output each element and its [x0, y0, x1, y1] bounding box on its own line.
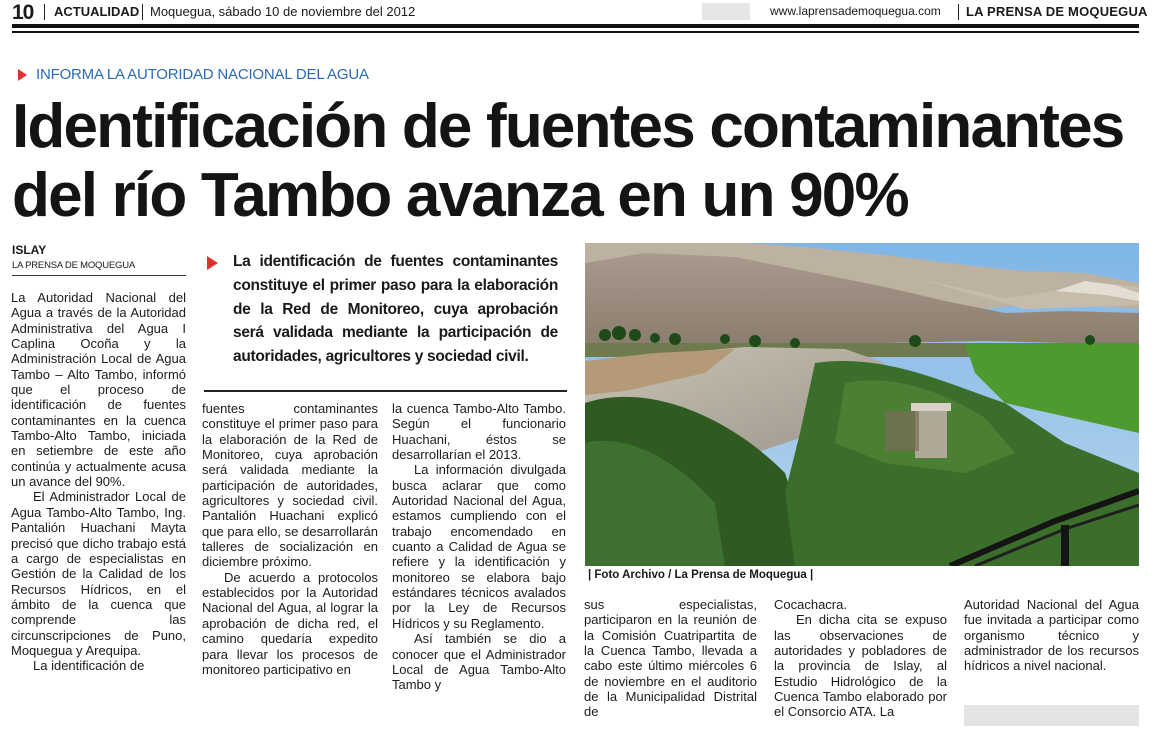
paragraph: La identificación de — [33, 658, 145, 674]
river-photo — [585, 243, 1139, 566]
paragraph: Autoridad Nacional del Agua fue invitada a participar como organismo técnico y administrador de los recursos hídricos a nivel nacional. — [964, 597, 1139, 674]
paragraph: Cocachacra. — [774, 597, 847, 612]
header-grey-box — [702, 3, 750, 20]
article-column-6 — [964, 597, 1139, 674]
photo-caption: | Foto Archivo / La Prensa de Moquegua | — [588, 569, 814, 581]
byline-place: ISLAY — [12, 243, 47, 257]
article-headline — [12, 92, 1152, 230]
byline-rule — [12, 275, 186, 276]
kicker-arrow-icon — [18, 69, 27, 81]
paragraph: El Administrador Local de Agua Tambo-Alto Tambo, Ing. Pantalión Huachani Mayta precisó que dicho trabajo está a cargo de especialistas en Gestión de la Calidad de los Recursos Hídricos, en el ámbito de la cuenca que comprende las circunscripciones de Puno, Moquegua y Arequipa. — [11, 489, 186, 658]
article-kicker: INFORMA LA AUTORIDAD NACIONAL DEL AGUA — [36, 66, 369, 83]
paragraph: sus especialistas, participaron en la reunión de la Comisión Cuatripartita de la Cuenca Tambo, llevada a cabo este último miércoles 6 de noviembre en el auditorio de la Municipalidad Distrital de — [584, 597, 757, 720]
article-column-1 — [11, 290, 186, 674]
newspaper-brand: LA PRENSA DE MOQUEGUA — [966, 4, 1148, 19]
byline-source: LA PRENSA DE MOQUEGUA — [12, 260, 136, 271]
paragraph: fuentes contaminantes constituye el primer paso para la elaboración de la Red de Monitoreo, cuya aprobación será validada mediante la participación de autoridades, agricultores y sociedad civil. Pantalión Huachani explicó que para ello, se desarrollarán talleres de socialización en diciembre próximo. — [202, 401, 378, 570]
header-rule — [12, 31, 1139, 33]
paragraph: En dicha cita se expuso las observaciones de autoridades y pobladores de la provincia de Islay, al Estudio Hidrológico de la Cuenca Tambo elaborado por el Consorcio ATA. La — [774, 612, 947, 720]
footer-grey-box — [964, 705, 1139, 726]
lead-rule — [204, 390, 567, 392]
article-lead: La identificación de fuentes contaminantes constituye el primer paso para la elaboración de la Red de Monitoreo, cuya aprobación será validada mediante la participación de autoridades, agricultores y sociedad civil. — [233, 253, 558, 366]
article-column-5 — [774, 597, 947, 720]
headline-line-2: del río Tambo avanza en un 90% — [12, 161, 908, 230]
paragraph: La información divulgada busca aclarar que como Autoridad Nacional del Agua, estamos cumpliendo con el trabajo encomendado en cuanto a Calidad de Agua se refiere y la identificación y monitoreo se elabora bajo estándares técnicos avalados por la Ley de Recursos Hídricos y su Reglamento. — [392, 462, 566, 631]
article-column-4 — [584, 597, 757, 720]
website-link[interactable]: www.laprensademoquegua.com — [770, 4, 941, 18]
issue-date: Moquegua, sábado 10 de noviembre del 2012 — [150, 4, 416, 19]
paragraph: La Autoridad Nacional del Agua a través de la Autoridad Administrativa del Agua I Caplina Ocoña y la Administración Local de Agua Tambo – Alto Tambo, informó que el proceso de identificación de fuentes contaminantes en la cuenca Tambo-Alto Tambo, iniciada en setiembre de este año continúa y actualmente acusa un avance del 90%. — [11, 290, 186, 490]
page-number: 10 — [12, 1, 34, 24]
paragraph: Así también se dio a conocer que el Administrador Local de Agua Tambo-Alto Tambo y — [392, 631, 566, 693]
header-rule — [12, 24, 1139, 28]
section-label: ACTUALIDAD — [54, 4, 140, 19]
header-divider — [142, 4, 143, 20]
paragraph: la cuenca Tambo-Alto Tambo. Según el funcionario Huachani, éstos se desarrollarían el 2013. — [392, 401, 566, 463]
article-column-2 — [202, 401, 378, 677]
paragraph: De acuerdo a protocolos establecidos por la Autoridad Nacional del Agua, al lograr la aprobación de dicha red, el camino quedaría expedito para llevar los procesos de monitoreo participativo en — [202, 569, 378, 677]
article-column-3 — [392, 401, 566, 693]
headline-line-1: Identificación de fuentes contaminantes — [12, 92, 1124, 161]
lead-arrow-icon — [207, 256, 218, 270]
header-divider — [958, 4, 959, 20]
header-divider — [44, 4, 45, 20]
